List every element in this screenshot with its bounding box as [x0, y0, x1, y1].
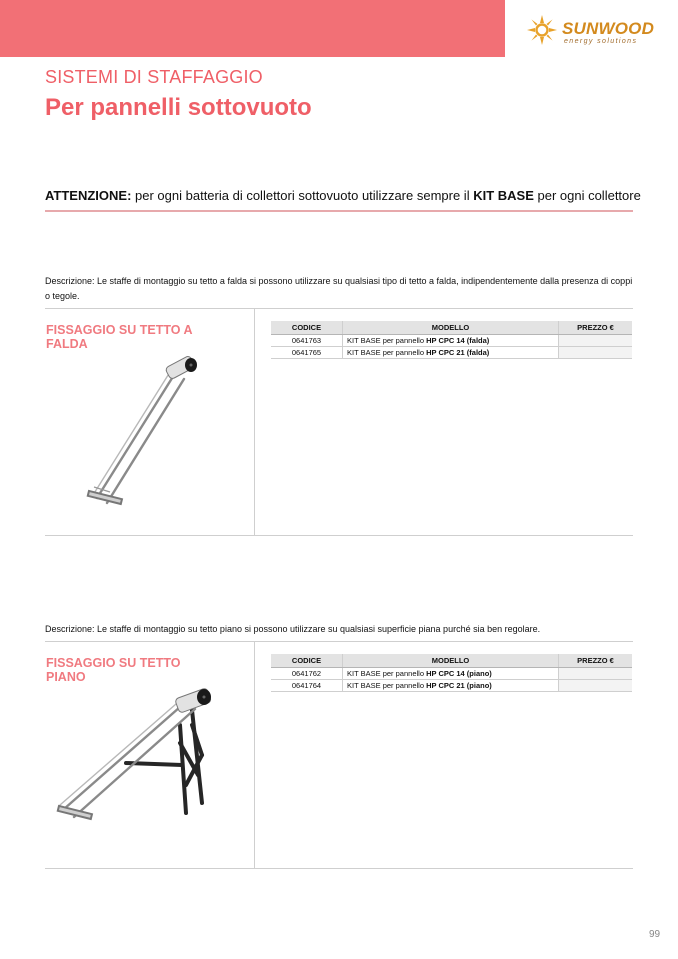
table-row	[271, 680, 632, 692]
section-top-divider	[45, 308, 633, 309]
product-price	[559, 668, 633, 680]
page-title: Per pannelli sottovuoto	[45, 94, 312, 121]
section-bottom-divider	[45, 868, 633, 869]
section-kicker: SISTEMI DI STAFFAGGIO	[45, 67, 263, 87]
pitched-roof-bracket-image	[80, 355, 205, 515]
product-model: KIT BASE per pannello HP CPC 21 (falda)	[343, 347, 559, 359]
section-top-divider	[45, 641, 633, 642]
flat-roof-bracket-image	[52, 685, 217, 835]
notice-divider	[45, 210, 633, 212]
brand-name: SUNWOOD	[562, 19, 655, 38]
product-price	[559, 347, 633, 359]
section-description: Descrizione: Le staffe di montaggio su tetto a falda si possono utilizzare su qualsiasi tipo di tetto a falda, indipendentemente dalla presenza di coppi o tegole.	[45, 276, 633, 301]
product-model: KIT BASE per pannello HP CPC 14 (falda)	[343, 335, 559, 347]
brand-tagline: energy solutions	[564, 38, 638, 45]
column-header-code: CODICE	[271, 321, 343, 335]
column-header-price: PREZZO €	[559, 654, 633, 668]
column-header-price: PREZZO €	[559, 321, 633, 335]
notice-text-before: per ogni batteria di collettori sottovuoto utilizzare sempre il	[131, 188, 474, 203]
product-code: 0641762	[271, 668, 343, 680]
product-model: KIT BASE per pannello HP CPC 21 (piano)	[343, 680, 559, 692]
product-price	[559, 680, 633, 692]
product-table	[271, 654, 632, 692]
notice-banner	[45, 188, 641, 203]
table-row	[271, 347, 632, 359]
column-header-model: MODELLO	[343, 321, 559, 335]
section-title: FISSAGGIO SU TETTO PIANO	[46, 656, 181, 684]
product-code: 0641763	[271, 335, 343, 347]
section-description: Descrizione: Le staffe di montaggio su tetto piano si possono utilizzare su qualsiasi superficie piana purché sia ben regolare.	[45, 624, 541, 634]
product-table	[271, 321, 632, 359]
section-column-divider	[254, 309, 255, 535]
column-header-model: MODELLO	[343, 654, 559, 668]
table-header-row	[271, 654, 632, 668]
section-bottom-divider	[45, 535, 633, 536]
product-code: 0641765	[271, 347, 343, 359]
header-color-band	[0, 0, 505, 57]
notice-emphasis: KIT BASE	[473, 188, 534, 203]
notice-label: ATTENZIONE:	[45, 188, 132, 203]
product-code: 0641764	[271, 680, 343, 692]
table-row	[271, 668, 632, 680]
page-number: 99	[649, 929, 661, 940]
section-column-divider	[254, 642, 255, 868]
table-header-row	[271, 321, 632, 335]
notice-text-after: per ogni collettore	[533, 188, 641, 203]
brand-logo	[526, 14, 661, 50]
column-header-code: CODICE	[271, 654, 343, 668]
product-price	[559, 335, 633, 347]
section-title: FISSAGGIO SU TETTO A FALDA	[46, 323, 193, 351]
product-model: KIT BASE per pannello HP CPC 14 (piano)	[343, 668, 559, 680]
sun-icon	[526, 14, 558, 46]
table-row	[271, 335, 632, 347]
